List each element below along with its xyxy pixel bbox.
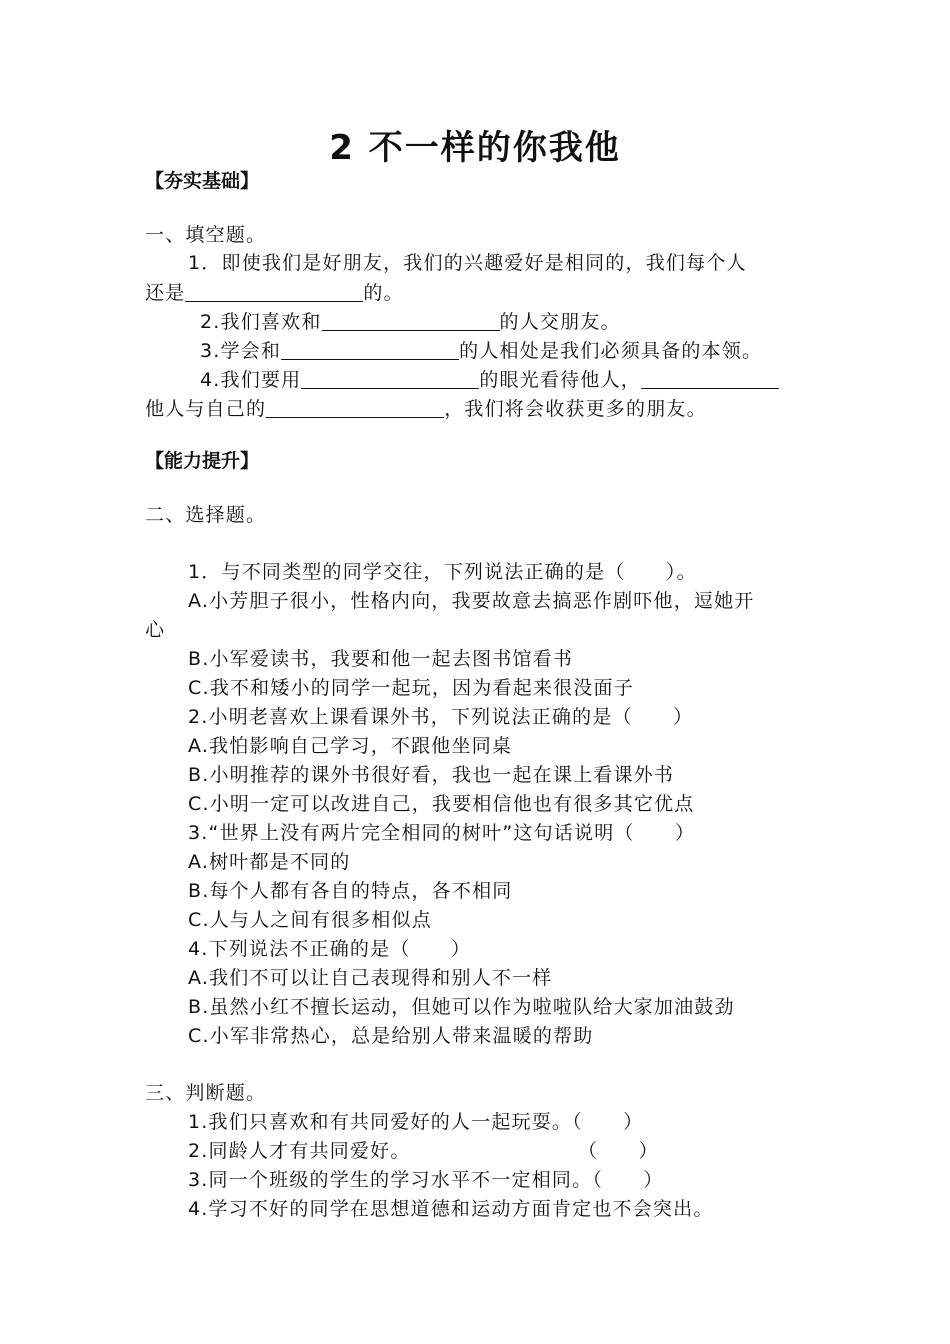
mc-line: C.小明一定可以改进自己，我要相信他也有很多其它优点 bbox=[188, 793, 695, 815]
fill-q3 bbox=[200, 341, 762, 361]
section-heading-improve: 【能力提升】 bbox=[145, 450, 260, 472]
fill-q3-prefix: 3.学会和 bbox=[200, 340, 282, 362]
answer-blank[interactable] bbox=[281, 341, 459, 360]
mc-line: A.我怕影响自己学习，不跟他坐同桌 bbox=[188, 735, 513, 757]
fill-q4b-prefix: 他人与自己的 bbox=[145, 398, 267, 420]
mc-line: 3.“世界上没有两片完全相同的树叶”这句话说明（ ） bbox=[188, 822, 696, 844]
mc-line: 1．与不同类型的同学交往，下列说法正确的是（ ）。 bbox=[188, 561, 697, 583]
fill-q2-suffix: 的人交朋友。 bbox=[499, 311, 621, 333]
mc-line: 4.下列说法不正确的是（ ） bbox=[188, 938, 472, 960]
mc-line: C.小军非常热心，总是给别人带来温暖的帮助 bbox=[188, 1025, 594, 1047]
mc-line: C.人与人之间有很多相似点 bbox=[188, 909, 432, 931]
tf-q2-answer-paren[interactable]: （ ） bbox=[578, 1140, 659, 1162]
mc-line: 心 bbox=[145, 619, 166, 641]
mc-line: B.小明推荐的课外书很好看，我也一起在课上看课外书 bbox=[188, 764, 675, 786]
tf-q4: 4.学习不好的同学在思想道德和运动方面肯定也不会突出。 bbox=[188, 1198, 714, 1220]
answer-blank[interactable] bbox=[266, 399, 444, 418]
section-heading-foundation: 【夯实基础】 bbox=[145, 170, 260, 192]
part-fill-blank: 一、填空题。 bbox=[145, 224, 267, 246]
page-title: 2 不一样的你我他 bbox=[329, 128, 621, 168]
mc-line: A.我们不可以让自己表现得和别人不一样 bbox=[188, 967, 553, 989]
mc-line: B.小军爱读书，我要和他一起去图书馆看书 bbox=[188, 648, 574, 670]
tf-q1: 1.我们只喜欢和有共同爱好的人一起玩耍。（ ） bbox=[188, 1111, 644, 1133]
answer-blank[interactable] bbox=[641, 370, 779, 389]
fill-q1-line1: 1．即使我们是好朋友，我们的兴趣爱好是相同的，我们每个人 bbox=[188, 252, 747, 274]
tf-q2: 2.同龄人才有共同爱好。 bbox=[188, 1140, 411, 1162]
mc-line: A.小芳胆子很小，性格内向，我要故意去搞恶作剧吓他，逗她开 bbox=[188, 590, 755, 612]
fill-q4-line1 bbox=[200, 370, 779, 390]
fill-q4b-suffix: ，我们将会收获更多的朋友。 bbox=[444, 398, 707, 420]
fill-q1-line2 bbox=[145, 283, 404, 303]
answer-blank[interactable] bbox=[185, 283, 363, 302]
fill-q3-suffix: 的人相处是我们必须具备的本领。 bbox=[459, 340, 763, 362]
mc-line: C.我不和矮小的同学一起玩，因为看起来很没面子 bbox=[188, 677, 634, 699]
mc-line: A.树叶都是不同的 bbox=[188, 851, 351, 873]
fill-q2 bbox=[200, 312, 621, 332]
fill-q4-prefix: 4.我们要用 bbox=[200, 369, 302, 391]
fill-q4-middle: 的眼光看待他人， bbox=[479, 369, 641, 391]
answer-blank[interactable] bbox=[322, 312, 500, 331]
mc-line: B.虽然小红不擅长运动，但她可以作为啦啦队给大家加油鼓劲 bbox=[188, 996, 735, 1018]
fill-q1-suffix: 的。 bbox=[363, 282, 404, 304]
part-true-false: 三、判断题。 bbox=[145, 1082, 267, 1104]
mc-line: B.每个人都有各自的特点，各不相同 bbox=[188, 880, 513, 902]
part-multiple-choice: 二、选择题。 bbox=[145, 504, 267, 526]
tf-q3: 3.同一个班级的学生的学习水平不一定相同。（ ） bbox=[188, 1169, 664, 1191]
fill-q2-prefix: 2.我们喜欢和 bbox=[200, 311, 322, 333]
fill-q1-prefix: 还是 bbox=[145, 282, 186, 304]
fill-q4-line2 bbox=[145, 399, 707, 419]
answer-blank[interactable] bbox=[301, 370, 479, 389]
mc-line: 2.小明老喜欢上课看课外书，下列说法正确的是（ ） bbox=[188, 706, 694, 728]
